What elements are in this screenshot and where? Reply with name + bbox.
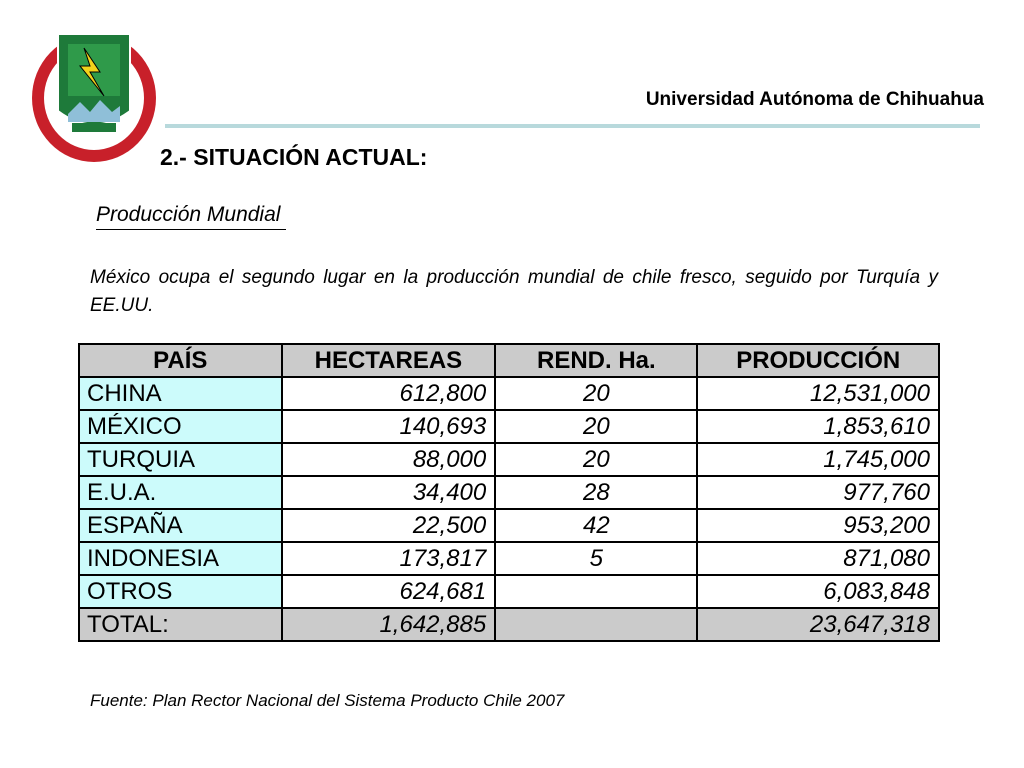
university-name: Universidad Autónoma de Chihuahua [645,89,984,110]
cell-rend: 5 [495,542,697,575]
cell-pais: TURQUIA [79,443,282,476]
cell-pais: E.U.A. [79,476,282,509]
table-total-row [79,608,939,641]
cell-rend: 20 [495,410,697,443]
table-row [79,443,939,476]
cell-hectareas: 173,817 [282,542,496,575]
cell-rend: 42 [495,509,697,542]
cell-produccion: 977,760 [697,476,939,509]
table-row [79,410,939,443]
cell-produccion: 871,080 [697,542,939,575]
table-row [79,377,939,410]
cell-produccion: 12,531,000 [697,377,939,410]
cell-produccion: 6,083,848 [697,575,939,608]
cell-hectareas: 34,400 [282,476,496,509]
header-rend: REND. Ha. [495,344,697,377]
university-logo [28,26,160,166]
source-note: Fuente: Plan Rector Nacional del Sistema Producto Chile 2007 [90,691,565,710]
cell-hectareas: 140,693 [282,410,496,443]
intro-paragraph: México ocupa el segundo lugar en la producción mundial de chile fresco, seguido por Turquía y EE.UU. [90,267,938,316]
cell-total-hectareas: 1,642,885 [282,608,496,641]
cell-pais: MÉXICO [79,410,282,443]
table-header-row [79,344,939,377]
cell-pais: OTROS [79,575,282,608]
header-produccion: PRODUCCIÓN [697,344,939,377]
cell-pais: ESPAÑA [79,509,282,542]
section-title: 2.- SITUACIÓN ACTUAL: [160,144,428,170]
subtitle: Producción Mundial [96,201,286,230]
cell-hectareas: 612,800 [282,377,496,410]
cell-produccion: 1,745,000 [697,443,939,476]
production-table [78,343,940,642]
cell-total-produccion: 23,647,318 [697,608,939,641]
header-pais: PAÍS [79,344,282,377]
header-hectareas: HECTAREAS [282,344,496,377]
table-row [79,542,939,575]
cell-produccion: 953,200 [697,509,939,542]
university-seal-icon [28,26,160,166]
table-row [79,476,939,509]
cell-total-rend [495,608,697,641]
cell-hectareas: 22,500 [282,509,496,542]
cell-hectareas: 624,681 [282,575,496,608]
cell-rend: 20 [495,443,697,476]
table-row [79,575,939,608]
cell-total-label: TOTAL: [79,608,282,641]
cell-produccion: 1,853,610 [697,410,939,443]
cell-rend: 20 [495,377,697,410]
cell-hectareas: 88,000 [282,443,496,476]
cell-rend: 28 [495,476,697,509]
table-row [79,509,939,542]
cell-rend [495,575,697,608]
cell-pais: CHINA [79,377,282,410]
header-divider [165,124,980,128]
cell-pais: INDONESIA [79,542,282,575]
